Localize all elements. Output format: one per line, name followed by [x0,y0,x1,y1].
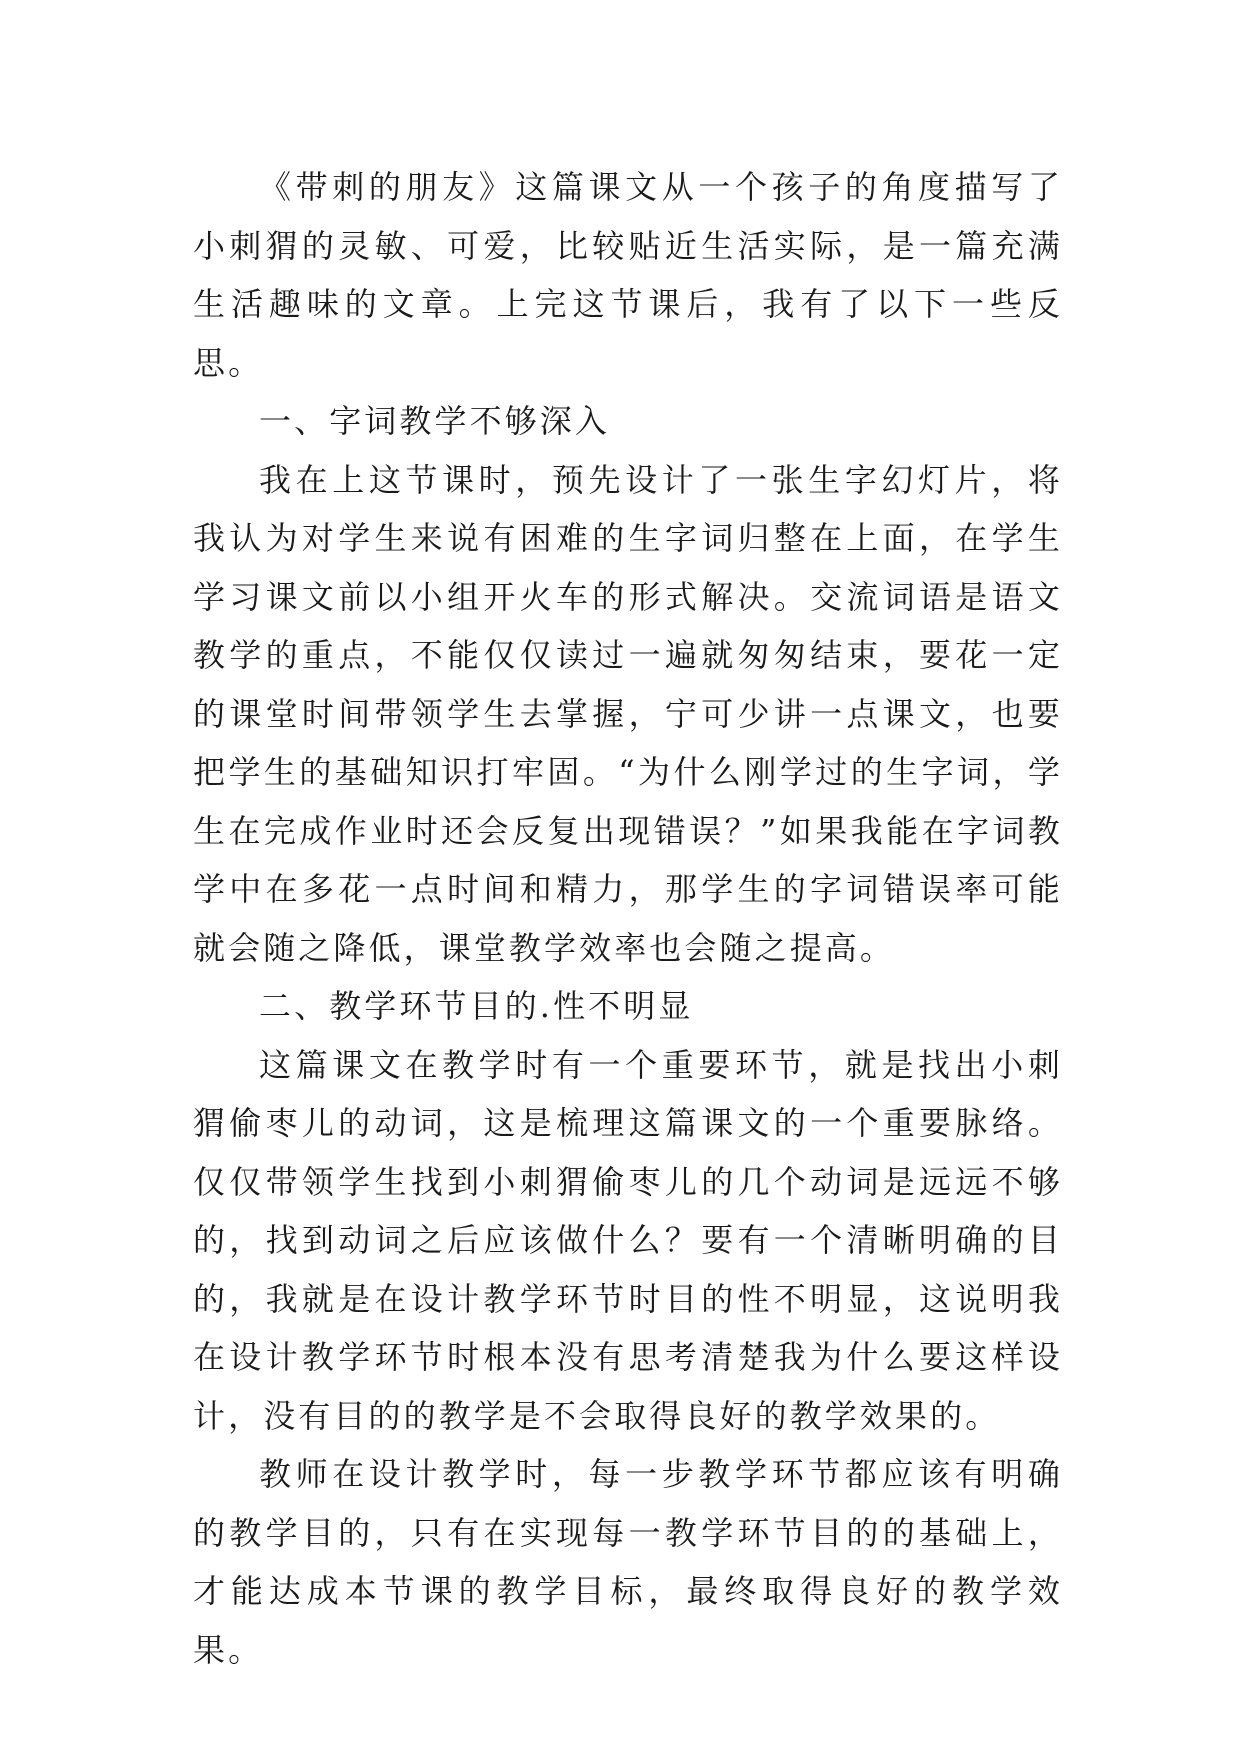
document-body [193,158,1063,1679]
conclusion-paragraph: 教师在设计教学时，每一步教学环节都应该有明确的教学目的，只有在实现每一教学环节目的的基础上，才能达成本节课的教学目标，最终取得良好的教学效果。 [193,1455,1063,1669]
intro-paragraph: 《带刺的朋友》这篇课文从一个孩子的角度描写了小刺猬的灵敏、可爱，比较贴近生活实际，是一篇充满生活趣味的文章。上完这节课后，我有了以下一些反思。 [193,168,1063,382]
section-1-paragraph: 我在上这节课时，预先设计了一张生字幻灯片，将我认为对学生来说有困难的生字词归整在上面，在学生学习课文前以小组开火车的形式解决。交流词语是语文教学的重点，不能仅仅读过一遍就匆匆结束，要花一定的课堂时间带领学生去掌握，宁可少讲一点课文，也要把学生的基础知识打牢固。“为什么刚学过的生字词，学生在完成作业时还会反复出现错误？”如果我能在字词教学中在多花一点时间和精力，那学生的字词错误率可能就会随之降低，课堂教学效率也会随之提高。 [193,460,1063,967]
section-heading-2: 二、教学环节目的.性不明显 [259,987,694,1025]
section-heading-1: 一、字词教学不够深入 [259,402,611,440]
section-2-paragraph: 这篇课文在教学时有一个重要环节，就是找出小刺猬偷枣儿的动词，这是梳理这篇课文的一个重要脉络。仅仅带领学生找到小刺猬偷枣儿的几个动词是远远不够的，找到动词之后应该做什么？要有一个清晰明确的目的，我就是在设计教学环节时目的性不明显，这说明我在设计教学环节时根本没有思考清楚我为什么要这样设计，没有目的的教学是不会取得良好的教学效果的。 [193,1045,1063,1435]
